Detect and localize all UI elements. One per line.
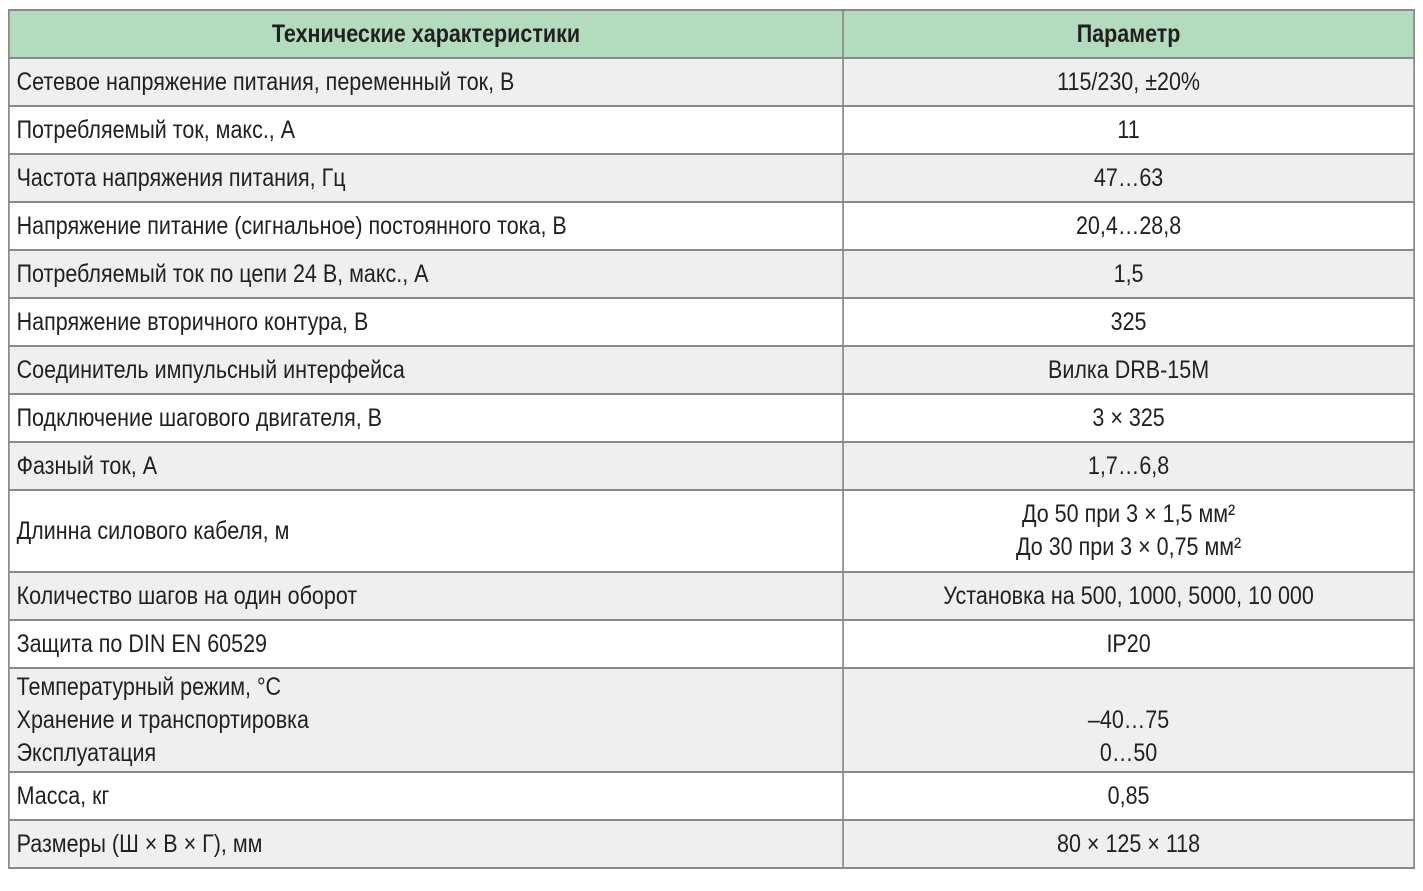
parameter-cell [843, 202, 1414, 250]
parameter-text [851, 671, 1407, 704]
parameter-cell [843, 346, 1414, 394]
characteristic-text: Соединитель импульсный интерфейса [16, 355, 405, 384]
characteristic-text: Подключение шагового двигателя, В [16, 403, 383, 432]
characteristic-cell [9, 820, 843, 868]
header-row [9, 10, 1414, 58]
characteristic-cell [9, 346, 843, 394]
table-row [9, 58, 1414, 106]
parameter-text: Вилка DRB-15M [1048, 355, 1210, 384]
characteristic-cell [9, 572, 843, 620]
characteristic-cell [9, 202, 843, 250]
parameter-text: 3 × 325 [1092, 403, 1165, 432]
parameter-cell [843, 298, 1414, 346]
parameter-cell [843, 620, 1414, 668]
characteristic-text: Количество шагов на один оборот [16, 581, 358, 610]
characteristic-cell [9, 442, 843, 490]
table-row [9, 298, 1414, 346]
table-row [9, 772, 1414, 820]
characteristic-cell [9, 772, 843, 820]
parameter-text: 1,7…6,8 [1087, 451, 1170, 480]
table-row [9, 490, 1414, 572]
parameter-text: 325 [1110, 307, 1147, 336]
characteristic-cell [9, 106, 843, 154]
parameter-text: 0,85 [1107, 781, 1150, 810]
characteristic-text: Потребляемый ток, макс., А [16, 115, 296, 144]
table-row [9, 346, 1414, 394]
parameter-cell [843, 154, 1414, 202]
table-row [9, 572, 1414, 620]
parameter-cell [843, 490, 1414, 572]
characteristic-text: Напряжение вторичного контура, В [16, 307, 369, 336]
characteristic-cell [9, 490, 843, 572]
table-body [9, 58, 1414, 868]
characteristic-text: Фазный ток, А [16, 451, 158, 480]
characteristic-text: Потребляемый ток по цепи 24 В, макс., А [16, 259, 429, 288]
specifications-table [8, 9, 1415, 869]
characteristic-cell [9, 154, 843, 202]
characteristic-text: Длинна силового кабеля, м [16, 516, 290, 545]
parameter-cell [843, 58, 1414, 106]
characteristic-text: Температурный режим, °С [16, 672, 282, 701]
header-parameter: Параметр [843, 10, 1414, 58]
parameter-text: 115/230, ±20% [1057, 67, 1201, 96]
characteristic-text: Напряжение питание (сигнальное) постоянного тока, В [16, 211, 567, 240]
parameter-cell [843, 668, 1414, 772]
table-row [9, 202, 1414, 250]
parameter-text: До 30 при 3 × 0,75 мм² [1015, 533, 1242, 561]
parameter-text: 0…50 [1099, 738, 1158, 767]
parameter-text: Установка на 500, 1000, 5000, 10 000 [943, 581, 1314, 610]
characteristic-text: Частота напряжения питания, Гц [16, 163, 346, 192]
parameter-text: 80 × 125 × 118 [1057, 829, 1201, 858]
characteristic-text: Масса, кг [16, 781, 110, 810]
parameter-cell [843, 772, 1414, 820]
table-row [9, 250, 1414, 298]
characteristic-text: Сетевое напряжение питания, переменный ток, В [16, 67, 515, 96]
parameter-cell [843, 442, 1414, 490]
characteristic-cell [9, 58, 843, 106]
parameter-text: –40…75 [1087, 705, 1170, 734]
characteristic-cell [9, 250, 843, 298]
parameter-cell [843, 106, 1414, 154]
header-characteristics: Технические характеристики [9, 10, 843, 58]
characteristic-text: Защита по DIN EN 60529 [16, 629, 267, 658]
table-row [9, 442, 1414, 490]
table-row [9, 154, 1414, 202]
table-header [9, 10, 1414, 58]
table-row [9, 620, 1414, 668]
characteristic-text: Размеры (Ш × В × Г), мм [16, 829, 263, 858]
characteristic-cell [9, 668, 843, 772]
table-row [9, 820, 1414, 868]
table-row [9, 668, 1414, 772]
characteristic-cell [9, 394, 843, 442]
parameter-text: 11 [1117, 115, 1140, 144]
parameter-text: 20,4…28,8 [1075, 211, 1182, 240]
characteristic-cell [9, 620, 843, 668]
parameter-cell [843, 394, 1414, 442]
parameter-text: IP20 [1106, 629, 1151, 658]
table-row [9, 394, 1414, 442]
characteristic-text: Эксплуатация [16, 738, 157, 767]
parameter-cell [843, 250, 1414, 298]
parameter-cell [843, 572, 1414, 620]
parameter-text: 1,5 [1113, 259, 1144, 288]
parameter-text: 47…63 [1093, 163, 1164, 192]
table-row [9, 106, 1414, 154]
characteristic-text: Хранение и транспортировка [16, 705, 309, 734]
parameter-text: До 50 при 3 × 1,5 мм² [1021, 500, 1236, 528]
characteristic-cell [9, 298, 843, 346]
parameter-cell [843, 820, 1414, 868]
